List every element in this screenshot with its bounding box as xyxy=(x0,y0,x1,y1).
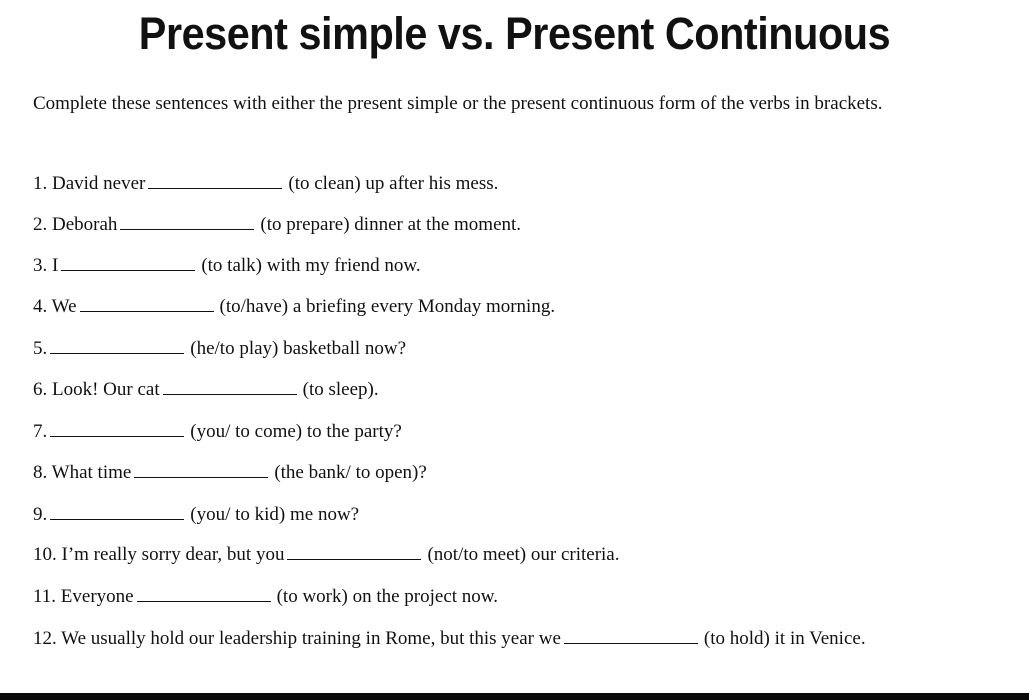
exercise-item-11 xyxy=(33,583,933,610)
exercise-item-6 xyxy=(33,376,933,403)
answer-blank[interactable] xyxy=(50,418,184,437)
exercise-text-before: 8. What time xyxy=(33,462,132,483)
worksheet-title: Present simple vs. Present Continuous xyxy=(138,8,891,59)
answer-blank[interactable] xyxy=(120,211,254,230)
exercise-item-3 xyxy=(33,252,933,279)
exercise-text-before: 5. xyxy=(33,338,48,359)
exercise-text-after: (you/ to kid) me now? xyxy=(190,504,360,525)
exercise-item-4 xyxy=(33,293,933,320)
answer-blank[interactable] xyxy=(134,459,268,478)
exercise-item-12 xyxy=(33,625,933,652)
answer-blank[interactable] xyxy=(50,501,184,520)
answer-blank[interactable] xyxy=(137,583,271,602)
exercise-text-before: 11. Everyone xyxy=(33,586,134,607)
answer-blank[interactable] xyxy=(50,335,184,354)
exercise-text-before: 9. xyxy=(33,504,48,525)
exercise-text-after: (to work) on the project now. xyxy=(276,586,499,607)
exercise-text-after: (you/ to come) to the party? xyxy=(190,421,402,442)
bottom-border xyxy=(0,693,1029,700)
exercise-text-after: (the bank/ to open)? xyxy=(274,462,427,483)
exercise-text-after: (to talk) with my friend now. xyxy=(201,255,421,276)
exercise-text-before: 10. I’m really sorry dear, but you xyxy=(33,544,285,565)
exercise-text-after: (to sleep). xyxy=(302,379,379,400)
exercise-item-8 xyxy=(33,459,933,486)
exercise-item-5 xyxy=(33,335,933,362)
exercise-item-2 xyxy=(33,211,933,238)
exercise-text-after: (he/to play) basketball now? xyxy=(190,338,407,359)
exercise-text-before: 4. We xyxy=(33,296,77,317)
exercise-item-10 xyxy=(33,541,933,568)
exercise-text-before: 2. Deborah xyxy=(33,214,118,235)
answer-blank[interactable] xyxy=(287,541,421,560)
answer-blank[interactable] xyxy=(163,376,297,395)
exercise-text-after: (to hold) it in Venice. xyxy=(703,628,866,649)
answer-blank[interactable] xyxy=(148,170,282,189)
answer-blank[interactable] xyxy=(564,625,698,644)
exercise-text-before: 1. David never xyxy=(33,173,146,194)
exercise-item-7 xyxy=(33,418,933,445)
exercise-text-before: 12. We usually hold our leadership training in Rome, but this year we xyxy=(33,628,561,649)
exercise-item-9 xyxy=(33,501,933,528)
instructions-text: Complete these sentences with either the present simple or the present continuous form of the verbs in brackets. xyxy=(33,93,883,114)
exercise-text-after: (to clean) up after his mess. xyxy=(288,173,499,194)
exercise-text-after: (to/have) a briefing every Monday morning. xyxy=(219,296,556,317)
exercise-item-1 xyxy=(33,170,933,197)
answer-blank[interactable] xyxy=(61,252,195,271)
exercise-text-before: 3. I xyxy=(33,255,59,276)
exercise-text-after: (to prepare) dinner at the moment. xyxy=(260,214,522,235)
exercise-text-before: 6. Look! Our cat xyxy=(33,379,160,400)
answer-blank[interactable] xyxy=(80,293,214,312)
exercise-text-before: 7. xyxy=(33,421,48,442)
exercise-text-after: (not/to meet) our criteria. xyxy=(427,544,620,565)
